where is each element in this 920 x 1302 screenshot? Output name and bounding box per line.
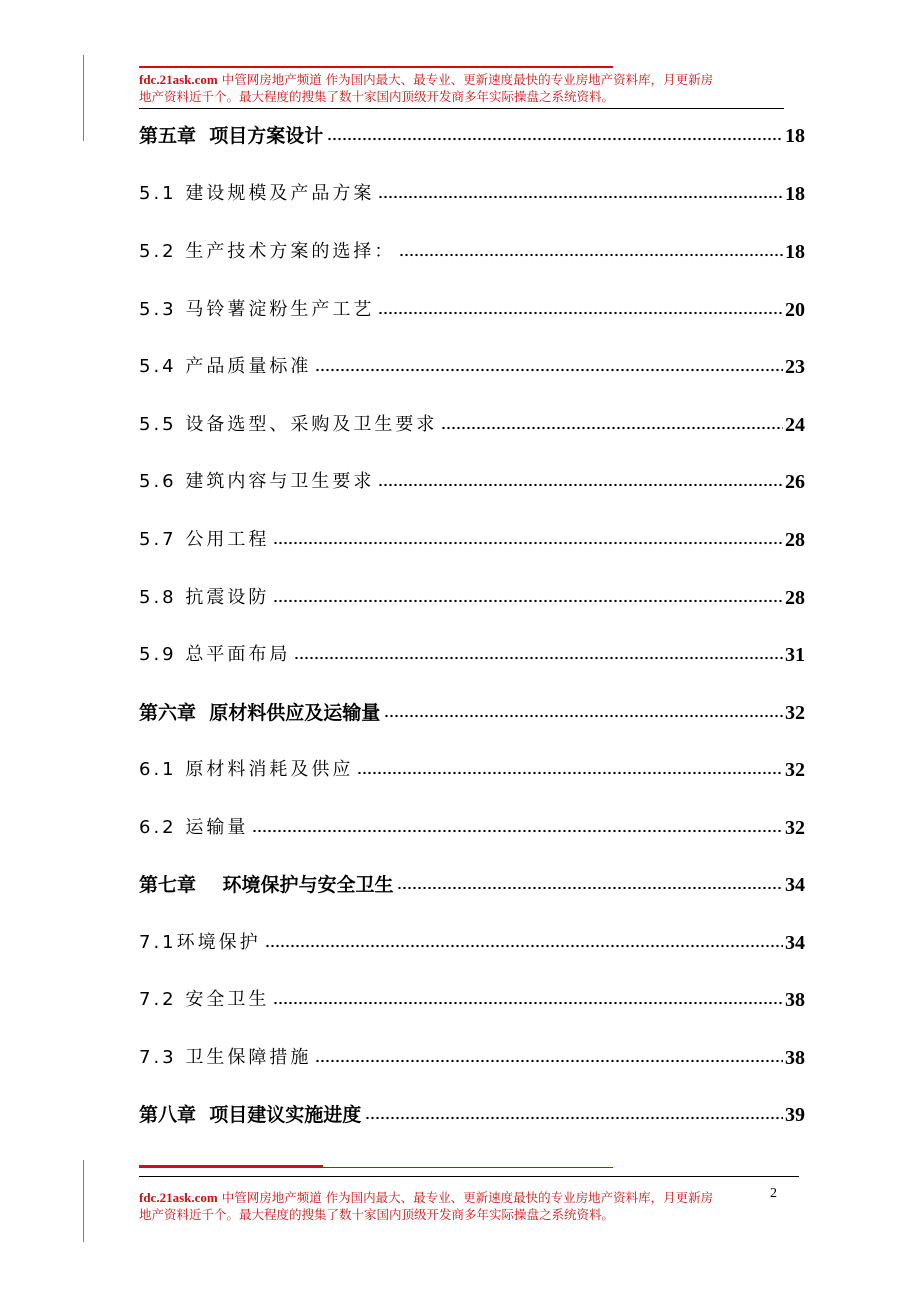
toc-entry-label: 5.1 建设规模及产品方案 [139,183,375,204]
toc-chapter-entry[interactable] [139,120,805,148]
toc-section-entry[interactable] [139,409,805,437]
toc-entry-page-number: 34 [785,874,805,896]
toc-dot-leader [378,193,783,201]
toc-entry-label: 5.4 产品质量标准 [139,356,312,377]
toc-entry-label: 5.7 公用工程 [139,529,270,550]
toc-section-entry[interactable] [139,236,805,264]
toc-section-entry[interactable] [139,1042,805,1070]
toc-entry-label: 5.2 生产技术方案的选择： [139,241,396,262]
toc-entry-label: 5.6 建筑内容与卫生要求 [139,471,375,492]
toc-section-entry[interactable] [139,639,805,667]
toc-entry-label: 7.1环境保护 [139,932,261,953]
toc-dot-leader [399,251,783,259]
page-header [139,71,789,105]
toc-dot-leader [397,884,783,892]
page-footer [139,1189,789,1223]
toc-entry-page-number: 23 [785,356,805,378]
toc-dot-leader [265,942,783,950]
toc-dot-leader [273,539,783,547]
header-black-rule [139,108,784,109]
toc-chapter-entry[interactable] [139,1099,805,1127]
toc-dot-leader [378,481,783,489]
toc-chapter-entry[interactable] [139,697,805,725]
toc-entry-label: 第七章 环境保护与安全卫生 [139,874,394,896]
header-text-2: 地产资料近千个。最大程度的搜集了数十家国内顶级开发商多年实际操盘之系统资料。 [139,89,615,104]
toc-entry-label: 第五章 项目方案设计 [139,125,324,147]
footer-line-1 [139,1189,789,1206]
toc-section-entry[interactable] [139,178,805,206]
header-text-1: 中管网房地产频道 作为国内最大、最专业、更新速度最快的专业房地产资料库，月更新房 [221,72,714,87]
header-line-1 [139,71,789,88]
toc-entry-page-number: 18 [785,125,805,147]
toc-entry-page-number: 32 [785,702,805,724]
toc-entry-label: 5.5 设备选型、采购及卫生要求 [139,414,438,435]
toc-dot-leader [273,999,783,1007]
toc-dot-leader [252,827,783,835]
footer-red-rule [139,1167,613,1168]
toc-entry-page-number: 20 [785,299,805,321]
toc-section-entry[interactable] [139,524,805,552]
toc-dot-leader [378,309,783,317]
toc-section-entry[interactable] [139,754,805,782]
toc-entry-page-number: 28 [785,529,805,551]
toc-chapter-entry[interactable] [139,869,805,897]
toc-section-entry[interactable] [139,582,805,610]
toc-section-entry[interactable] [139,294,805,322]
toc-section-entry[interactable] [139,984,805,1012]
toc-section-entry[interactable] [139,466,805,494]
toc-entry-label: 7.2 安全卫生 [139,989,270,1010]
toc-entry-label: 5.3 马铃薯淀粉生产工艺 [139,299,375,320]
toc-section-entry[interactable] [139,812,805,840]
toc-section-entry[interactable] [139,351,805,379]
toc-entry-label: 6.1 原材料消耗及供应 [139,759,354,780]
toc-entry-page-number: 24 [785,414,805,436]
footer-text-2: 地产资料近千个。最大程度的搜集了数十家国内顶级开发商多年实际操盘之系统资料。 [139,1207,615,1222]
toc-entry-page-number: 26 [785,471,805,493]
toc-entry-label: 5.8 抗震设防 [139,587,270,608]
toc-entry-label: 5.9 总平面布局 [139,644,291,665]
toc-dot-leader [315,1057,783,1065]
toc-entry-label: 第八章 项目建议实施进度 [139,1104,362,1126]
toc-entry-page-number: 38 [785,1047,805,1069]
toc-dot-leader [327,135,783,143]
toc-entry-label: 7.3 卫生保障措施 [139,1047,312,1068]
toc-entry-page-number: 34 [785,932,805,954]
footer-site-link[interactable]: fdc.21ask.com [139,1190,218,1205]
left-margin-rule-lower [83,1160,84,1242]
toc-dot-leader [273,597,783,605]
toc-entry-label: 6.2 运输量 [139,817,249,838]
toc-dot-leader [315,366,783,374]
toc-dot-leader [365,1114,783,1122]
toc-entry-page-number: 18 [785,183,805,205]
toc-entry-page-number: 32 [785,817,805,839]
toc-entry-label: 第六章 原材料供应及运输量 [139,702,381,724]
toc-section-entry[interactable] [139,927,805,955]
toc-entry-page-number: 38 [785,989,805,1011]
toc-entry-page-number: 18 [785,241,805,263]
toc-entry-page-number: 28 [785,587,805,609]
left-margin-rule [83,55,84,141]
toc-dot-leader [441,424,783,432]
toc-dot-leader [294,654,783,662]
header-red-rule [139,66,613,68]
toc-dot-leader [384,712,783,720]
toc-dot-leader [357,769,783,777]
header-site-link[interactable]: fdc.21ask.com [139,72,218,87]
toc-entry-page-number: 32 [785,759,805,781]
toc-entry-page-number: 39 [785,1104,805,1126]
footer-black-rule [139,1176,799,1177]
footer-text-1: 中管网房地产频道 作为国内最大、最专业、更新速度最快的专业房地产资料库，月更新房 [221,1190,714,1205]
page-number: 2 [770,1186,777,1201]
toc-entry-page-number: 31 [785,644,805,666]
